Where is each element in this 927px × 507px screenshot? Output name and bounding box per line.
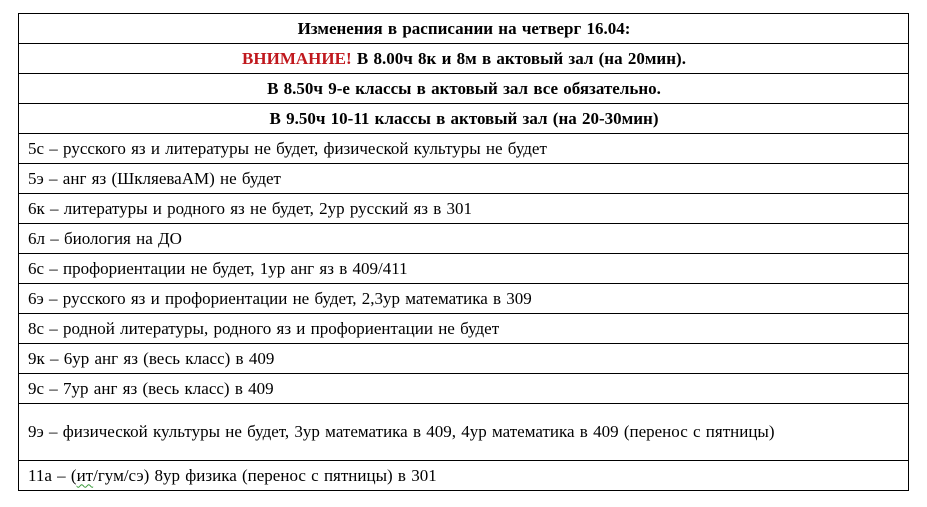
table-row <box>19 461 909 491</box>
notice-text: В 8.00ч 8к и 8м в актовый зал (на 20мин). <box>351 48 686 68</box>
assembly-text-10-11: В 9.50ч 10-11 классы в актовый зал (на 20-30мин) <box>19 104 909 134</box>
attention-label: ВНИМАНИЕ! <box>242 48 352 68</box>
table-title: Изменения в расписании на четверг 16.04: <box>19 14 909 44</box>
table-row <box>19 314 909 344</box>
row-text: 8с – родной литературы, родного яз и профориентации не будет <box>19 314 909 344</box>
table-row <box>19 254 909 284</box>
schedule-changes-table <box>18 13 909 491</box>
row-suffix: /гум/сэ) 8ур физика (перенос с пятницы) в 301 <box>93 465 437 485</box>
row-text-last <box>19 461 909 491</box>
row-text: 6с – профориентации не будет, 1ур анг яз в 409/411 <box>19 254 909 284</box>
notice-cell <box>19 44 909 74</box>
spellcheck-underlined-word: ит <box>76 465 94 485</box>
table-row <box>19 404 909 461</box>
table-row <box>19 344 909 374</box>
row-prefix: 11а – ( <box>28 465 77 485</box>
table-row <box>19 194 909 224</box>
table-row <box>19 134 909 164</box>
row-text: 9к – 6ур анг яз (весь класс) в 409 <box>19 344 909 374</box>
row-text: 5с – русского яз и литературы не будет, физической культуры не будет <box>19 134 909 164</box>
table-row <box>19 224 909 254</box>
table-row <box>19 164 909 194</box>
row-text: 6э – русского яз и профориентации не будет, 2,3ур математика в 309 <box>19 284 909 314</box>
table-row <box>19 284 909 314</box>
row-text: 9э – физической культуры не будет, 3ур математика в 409, 4ур математика в 409 (перенос с пятницы) <box>19 404 909 461</box>
row-text: 9с – 7ур анг яз (весь класс) в 409 <box>19 374 909 404</box>
table-row <box>19 374 909 404</box>
assembly-row-10-11 <box>19 104 909 134</box>
row-text: 6к – литературы и родного яз не будет, 2ур русский яз в 301 <box>19 194 909 224</box>
row-text: 6л – биология на ДО <box>19 224 909 254</box>
row-text: 5э – анг яз (ШкляеваАМ) не будет <box>19 164 909 194</box>
header-row <box>19 14 909 44</box>
notice-row <box>19 44 909 74</box>
assembly-row-9 <box>19 74 909 104</box>
assembly-text-9: В 8.50ч 9-е классы в актовый зал все обязательно. <box>19 74 909 104</box>
